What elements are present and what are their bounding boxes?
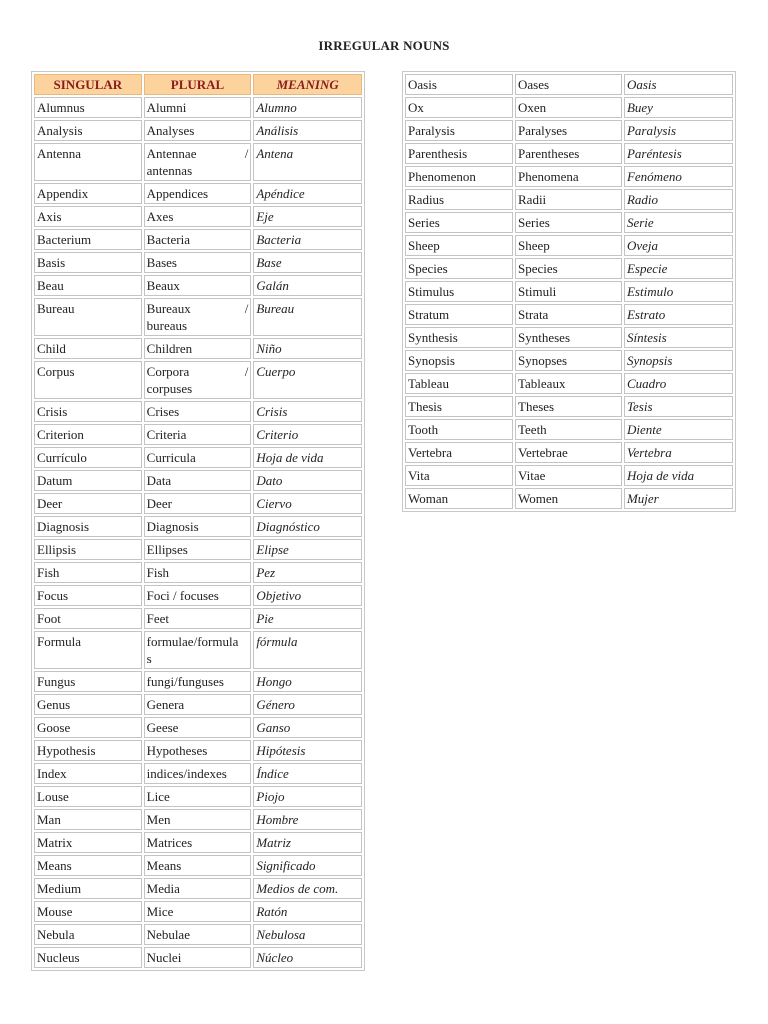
plural-cell: Geese	[144, 717, 252, 738]
table-row	[405, 235, 733, 256]
singular-cell: Ox	[405, 97, 513, 118]
plural-slash: /	[244, 301, 249, 316]
meaning-cell: Ganso	[253, 717, 362, 738]
meaning-cell: Significado	[253, 855, 362, 876]
meaning-cell: Especie	[624, 258, 733, 279]
singular-cell: Species	[405, 258, 513, 279]
singular-cell: Matrix	[34, 832, 142, 853]
plural-cell	[144, 361, 252, 399]
table-row	[405, 465, 733, 486]
singular-cell: Appendix	[34, 183, 142, 204]
meaning-cell: Diente	[624, 419, 733, 440]
meaning-cell: Piojo	[253, 786, 362, 807]
meaning-cell: Buey	[624, 97, 733, 118]
table-row	[34, 878, 362, 899]
singular-cell: Alumnus	[34, 97, 142, 118]
plural-cell	[144, 631, 252, 669]
singular-cell: Goose	[34, 717, 142, 738]
plural-cell: Nebulae	[144, 924, 252, 945]
table-row	[34, 809, 362, 830]
table-row	[34, 539, 362, 560]
singular-cell: Foot	[34, 608, 142, 629]
singular-cell: Basis	[34, 252, 142, 273]
plural-cell: Parentheses	[515, 143, 622, 164]
plural-line-1: formulae/formula	[146, 634, 239, 649]
table-row	[405, 419, 733, 440]
plural-cell: Men	[144, 809, 252, 830]
singular-cell: Corpus	[34, 361, 142, 399]
plural-cell: Oases	[515, 74, 622, 95]
plural-cell: Series	[515, 212, 622, 233]
singular-cell: Nebula	[34, 924, 142, 945]
plural-cell: Mice	[144, 901, 252, 922]
meaning-cell: Radio	[624, 189, 733, 210]
meaning-cell: fórmula	[253, 631, 362, 669]
singular-cell: Tooth	[405, 419, 513, 440]
plural-cell: Foci / focuses	[144, 585, 252, 606]
singular-cell: Nucleus	[34, 947, 142, 968]
table-row	[34, 424, 362, 445]
meaning-cell: Hombre	[253, 809, 362, 830]
table-row	[34, 183, 362, 204]
singular-cell: Focus	[34, 585, 142, 606]
meaning-cell: Mujer	[624, 488, 733, 509]
table-row	[34, 361, 362, 399]
table-row	[34, 97, 362, 118]
plural-cell: Nuclei	[144, 947, 252, 968]
meaning-cell: Objetivo	[253, 585, 362, 606]
meaning-cell: Vertebra	[624, 442, 733, 463]
table-row	[405, 97, 733, 118]
singular-cell: Fish	[34, 562, 142, 583]
table-row	[405, 350, 733, 371]
plural-cell: Fish	[144, 562, 252, 583]
singular-cell: Stimulus	[405, 281, 513, 302]
meaning-cell: Síntesis	[624, 327, 733, 348]
table-row	[34, 252, 362, 273]
singular-cell: Medium	[34, 878, 142, 899]
singular-cell: Mouse	[34, 901, 142, 922]
plural-cell	[144, 143, 252, 181]
plural-cell: Paralyses	[515, 120, 622, 141]
plural-cell: Stimuli	[515, 281, 622, 302]
table-row	[34, 671, 362, 692]
singular-cell: Formula	[34, 631, 142, 669]
table-row	[405, 281, 733, 302]
meaning-cell: Niño	[253, 338, 362, 359]
singular-cell: Bacterium	[34, 229, 142, 250]
table-row	[34, 298, 362, 336]
plural-cell: Tableaux	[515, 373, 622, 394]
meaning-cell: Análisis	[253, 120, 362, 141]
singular-cell: Diagnosis	[34, 516, 142, 537]
irregular-nouns-table-right	[402, 71, 736, 512]
singular-cell: Fungus	[34, 671, 142, 692]
meaning-cell: Fenómeno	[624, 166, 733, 187]
table-row	[34, 120, 362, 141]
singular-cell: Woman	[405, 488, 513, 509]
table-row	[405, 74, 733, 95]
singular-cell: Means	[34, 855, 142, 876]
meaning-cell: Estimulo	[624, 281, 733, 302]
singular-cell: Bureau	[34, 298, 142, 336]
meaning-cell: Índice	[253, 763, 362, 784]
table-row	[34, 562, 362, 583]
table-row	[34, 401, 362, 422]
table-row	[34, 143, 362, 181]
table-row	[34, 275, 362, 296]
table-row	[34, 832, 362, 853]
table-row	[405, 304, 733, 325]
plural-cell: Phenomena	[515, 166, 622, 187]
meaning-cell: Base	[253, 252, 362, 273]
plural-cell: Strata	[515, 304, 622, 325]
meaning-cell: Oasis	[624, 74, 733, 95]
singular-cell: Genus	[34, 694, 142, 715]
singular-cell: Tableau	[405, 373, 513, 394]
plural-cell: Means	[144, 855, 252, 876]
singular-cell: Index	[34, 763, 142, 784]
meaning-cell: Apéndice	[253, 183, 362, 204]
plural-cell: Species	[515, 258, 622, 279]
table-row	[34, 694, 362, 715]
plural-cell: Data	[144, 470, 252, 491]
meaning-cell: Cuadro	[624, 373, 733, 394]
table-row	[34, 516, 362, 537]
table-row	[405, 166, 733, 187]
plural-cell: Radii	[515, 189, 622, 210]
meaning-cell: Galán	[253, 275, 362, 296]
singular-cell: Synthesis	[405, 327, 513, 348]
meaning-cell: Tesis	[624, 396, 733, 417]
plural-cell: Vertebrae	[515, 442, 622, 463]
plural-cell: Bases	[144, 252, 252, 273]
singular-cell: Phenomenon	[405, 166, 513, 187]
singular-cell: Parenthesis	[405, 143, 513, 164]
plural-cell	[144, 298, 252, 336]
singular-cell: Crisis	[34, 401, 142, 422]
singular-cell: Sheep	[405, 235, 513, 256]
header-plural: PLURAL	[144, 74, 252, 95]
table-row	[34, 763, 362, 784]
table-row	[405, 488, 733, 509]
plural-cell: Synopses	[515, 350, 622, 371]
plural-cell: Appendices	[144, 183, 252, 204]
singular-cell: Man	[34, 809, 142, 830]
plural-cell: Curricula	[144, 447, 252, 468]
plural-cell: Women	[515, 488, 622, 509]
singular-cell: Paralysis	[405, 120, 513, 141]
table-row	[34, 947, 362, 968]
plural-line-1: Antennae	[146, 146, 197, 161]
singular-cell: Hypothesis	[34, 740, 142, 761]
meaning-cell: Hoja de vida	[624, 465, 733, 486]
singular-cell: Thesis	[405, 396, 513, 417]
singular-cell: Beau	[34, 275, 142, 296]
table-row	[34, 338, 362, 359]
singular-cell: Vita	[405, 465, 513, 486]
meaning-cell: Criterio	[253, 424, 362, 445]
plural-cell: Sheep	[515, 235, 622, 256]
plural-line-2: antennas	[146, 163, 193, 178]
plural-line-1: Bureaux	[146, 301, 191, 316]
meaning-cell: Ratón	[253, 901, 362, 922]
meaning-cell: Pie	[253, 608, 362, 629]
plural-cell: Ellipses	[144, 539, 252, 560]
plural-cell: Theses	[515, 396, 622, 417]
plural-slash: /	[244, 146, 249, 161]
table-row	[405, 120, 733, 141]
table-row	[405, 189, 733, 210]
table-row	[405, 258, 733, 279]
table-row	[405, 327, 733, 348]
singular-cell: Radius	[405, 189, 513, 210]
meaning-cell: Hipótesis	[253, 740, 362, 761]
singular-cell: Antenna	[34, 143, 142, 181]
table-row	[34, 470, 362, 491]
meaning-cell: Hoja de vida	[253, 447, 362, 468]
singular-cell: Vertebra	[405, 442, 513, 463]
plural-cell: Alumni	[144, 97, 252, 118]
meaning-cell: Crisis	[253, 401, 362, 422]
plural-cell: Genera	[144, 694, 252, 715]
meaning-cell: Núcleo	[253, 947, 362, 968]
plural-cell: Crises	[144, 401, 252, 422]
table-row	[34, 631, 362, 669]
plural-cell: Criteria	[144, 424, 252, 445]
meaning-cell: Alumno	[253, 97, 362, 118]
table-row	[34, 786, 362, 807]
meaning-cell: Eje	[253, 206, 362, 227]
irregular-nouns-table-left	[31, 71, 365, 971]
plural-cell: Oxen	[515, 97, 622, 118]
singular-cell: Analysis	[34, 120, 142, 141]
plural-line-2: s	[146, 651, 152, 666]
singular-cell: Oasis	[405, 74, 513, 95]
meaning-cell: Pez	[253, 562, 362, 583]
plural-line-2: bureaus	[146, 318, 188, 333]
plural-cell: Axes	[144, 206, 252, 227]
singular-cell: Series	[405, 212, 513, 233]
table-row	[34, 206, 362, 227]
meaning-cell: Elipse	[253, 539, 362, 560]
singular-cell: Currículo	[34, 447, 142, 468]
singular-cell: Datum	[34, 470, 142, 491]
singular-cell: Deer	[34, 493, 142, 514]
plural-line-2: corpuses	[146, 381, 193, 396]
table-row	[34, 585, 362, 606]
table-row	[405, 143, 733, 164]
meaning-cell: Serie	[624, 212, 733, 233]
table-row	[34, 740, 362, 761]
singular-cell: Synopsis	[405, 350, 513, 371]
header-singular: SINGULAR	[34, 74, 142, 95]
singular-cell: Axis	[34, 206, 142, 227]
meaning-cell: Diagnóstico	[253, 516, 362, 537]
meaning-cell: Ciervo	[253, 493, 362, 514]
plural-cell: fungi/funguses	[144, 671, 252, 692]
meaning-cell: Paralysis	[624, 120, 733, 141]
header-meaning: MEANING	[253, 74, 362, 95]
table-row	[34, 901, 362, 922]
table-row	[34, 855, 362, 876]
table-row	[405, 373, 733, 394]
table-row	[34, 493, 362, 514]
table-row	[34, 229, 362, 250]
table-row	[405, 442, 733, 463]
plural-cell: Feet	[144, 608, 252, 629]
meaning-cell: Cuerpo	[253, 361, 362, 399]
meaning-cell: Oveja	[624, 235, 733, 256]
plural-cell: Hypotheses	[144, 740, 252, 761]
table-row	[405, 396, 733, 417]
meaning-cell: Género	[253, 694, 362, 715]
plural-cell: Syntheses	[515, 327, 622, 348]
singular-cell: Louse	[34, 786, 142, 807]
meaning-cell: Antena	[253, 143, 362, 181]
singular-cell: Child	[34, 338, 142, 359]
singular-cell: Stratum	[405, 304, 513, 325]
meaning-cell: Matriz	[253, 832, 362, 853]
meaning-cell: Bacteria	[253, 229, 362, 250]
plural-cell: Lice	[144, 786, 252, 807]
meaning-cell: Paréntesis	[624, 143, 733, 164]
plural-slash: /	[244, 364, 249, 379]
meaning-cell: Medios de com.	[253, 878, 362, 899]
meaning-cell: Hongo	[253, 671, 362, 692]
meaning-cell: Synopsis	[624, 350, 733, 371]
singular-cell: Criterion	[34, 424, 142, 445]
plural-cell: Children	[144, 338, 252, 359]
plural-cell: Bacteria	[144, 229, 252, 250]
plural-cell: Diagnosis	[144, 516, 252, 537]
singular-cell: Ellipsis	[34, 539, 142, 560]
plural-cell: Beaux	[144, 275, 252, 296]
plural-cell: Matrices	[144, 832, 252, 853]
plural-cell: Media	[144, 878, 252, 899]
plural-cell: Vitae	[515, 465, 622, 486]
table-row	[405, 212, 733, 233]
meaning-cell: Dato	[253, 470, 362, 491]
table-row	[34, 608, 362, 629]
table-row	[34, 447, 362, 468]
table-row	[34, 924, 362, 945]
plural-cell: Analyses	[144, 120, 252, 141]
plural-line-1: Corpora	[146, 364, 190, 379]
plural-cell: indices/indexes	[144, 763, 252, 784]
header-row	[34, 74, 362, 95]
meaning-cell: Estrato	[624, 304, 733, 325]
plural-cell: Teeth	[515, 419, 622, 440]
plural-cell: Deer	[144, 493, 252, 514]
meaning-cell: Nebulosa	[253, 924, 362, 945]
meaning-cell: Bureau	[253, 298, 362, 336]
page-title: IRREGULAR NOUNS	[318, 38, 450, 53]
table-row	[34, 717, 362, 738]
